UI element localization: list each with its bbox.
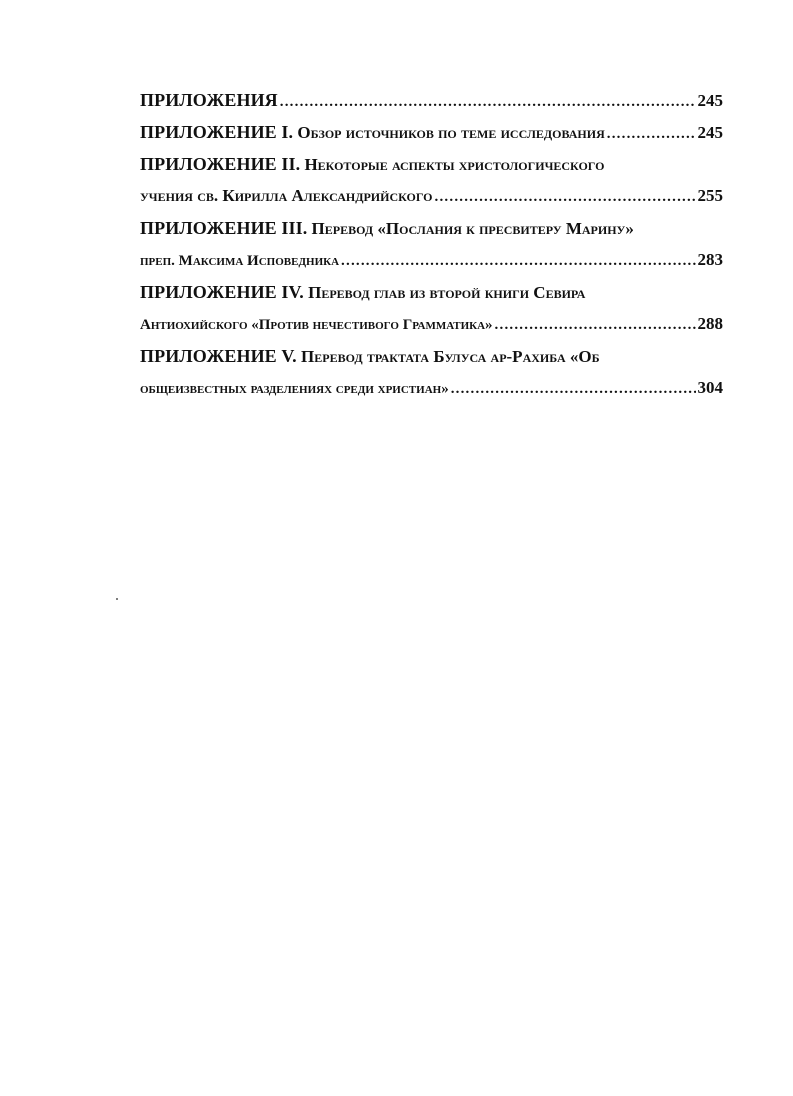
toc-entry-appendix-4[interactable] (140, 276, 723, 340)
toc-title: Перевод глав из второй книги Севира (308, 283, 586, 302)
toc-heading: ПРИЛОЖЕНИЕ V. (140, 346, 297, 366)
toc-line (140, 340, 723, 372)
toc-title-continued: Антиохийского «Против нечестивого Грамматика» (140, 317, 493, 333)
toc-title: Перевод «Послания к пресвитеру Марину» (311, 219, 634, 238)
dot-leader (495, 309, 696, 341)
dot-leader (280, 86, 696, 118)
toc-heading: ПРИЛОЖЕНИЕ IV. (140, 282, 304, 302)
dot-leader (607, 118, 696, 150)
toc-line (140, 212, 723, 244)
scan-speck (116, 598, 118, 600)
toc-line (140, 116, 723, 148)
toc-line (140, 276, 723, 308)
toc-title: Некоторые аспекты христологического (304, 155, 605, 174)
toc-title-continued: учения св. Кирилла Александрийского (140, 186, 433, 205)
toc-line (140, 244, 723, 276)
toc-page-number: 245 (697, 123, 723, 142)
toc-page-number: 255 (697, 186, 723, 205)
toc-page-number: 288 (697, 314, 723, 333)
dot-leader (435, 181, 696, 213)
toc-title: Перевод трактата Булуса ар-Рахиба «Об (301, 347, 600, 366)
toc-entry-appendix-1[interactable] (140, 116, 723, 148)
toc-entry-appendix-5[interactable] (140, 340, 723, 404)
toc-entry-appendix-2[interactable] (140, 148, 723, 212)
toc-entry-appendix-3[interactable] (140, 212, 723, 276)
toc-line (140, 308, 723, 340)
toc-title-continued: преп. Максима Исповедника (140, 253, 340, 269)
toc-line (140, 180, 723, 212)
toc-line (140, 148, 723, 180)
toc-line (140, 84, 723, 116)
toc-heading: ПРИЛОЖЕНИЕ II. (140, 154, 301, 174)
toc-page-number: 304 (697, 378, 723, 397)
toc-line (140, 372, 723, 404)
toc-title-continued: общеизвестных разделениях среди христиан» (140, 381, 449, 397)
dot-leader (451, 373, 696, 405)
toc-page-number: 283 (697, 250, 723, 269)
toc-heading: ПРИЛОЖЕНИЯ (140, 90, 278, 110)
dot-leader (341, 245, 695, 277)
toc-entry-appendices[interactable] (140, 84, 723, 116)
toc-title: Обзор источников по теме исследования (297, 123, 605, 142)
toc-page-number: 245 (697, 91, 723, 110)
table-of-contents (140, 84, 723, 404)
toc-heading: ПРИЛОЖЕНИЕ III. (140, 218, 308, 238)
toc-heading: ПРИЛОЖЕНИЕ I. (140, 122, 294, 142)
